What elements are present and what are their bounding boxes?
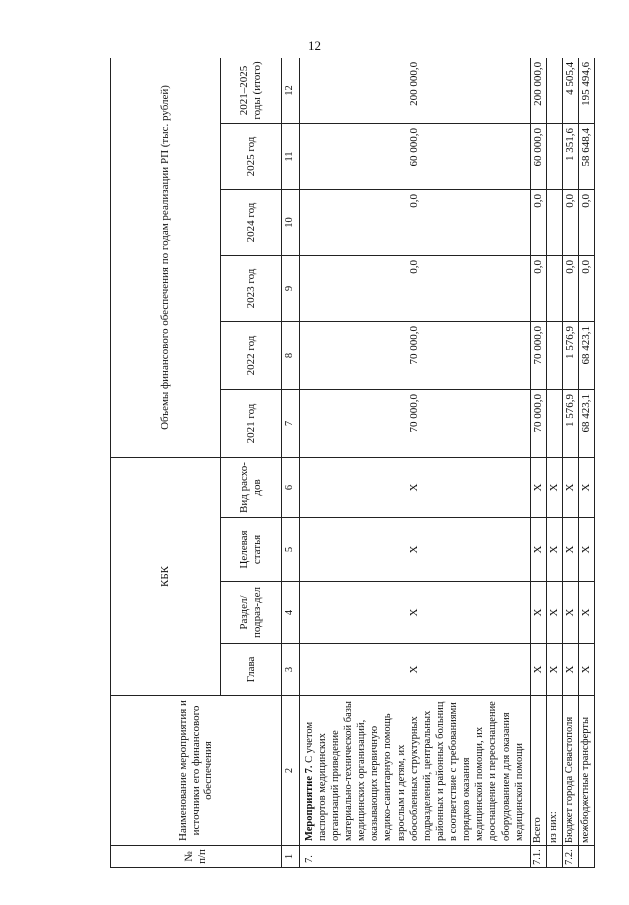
colnum: 9 bbox=[281, 256, 299, 322]
row-num bbox=[546, 846, 562, 868]
cell-2021: 68 423,1 bbox=[578, 390, 594, 458]
cell-razdel: X bbox=[530, 582, 546, 644]
cell-2022 bbox=[546, 322, 562, 390]
colnum: 2 bbox=[281, 696, 299, 846]
cell-glava: X bbox=[578, 644, 594, 696]
cell-2021 bbox=[546, 390, 562, 458]
financing-table bbox=[110, 58, 595, 868]
cell-2025 bbox=[546, 124, 562, 190]
table-row bbox=[546, 58, 562, 868]
cell-2024: 0,0 bbox=[562, 190, 578, 256]
cell-statya: X bbox=[546, 518, 562, 582]
header-2023: 2023 год bbox=[221, 256, 281, 322]
row-num bbox=[578, 846, 594, 868]
cell-2024 bbox=[546, 190, 562, 256]
header-volumes: Объемы финансового обеспечения по годам реализации РП (тыс. рублей) bbox=[111, 58, 221, 458]
cell-2023: 0,0 bbox=[562, 256, 578, 322]
cell-total: 200 000,0 bbox=[299, 58, 530, 124]
row-title: Бюджет города Севастополя bbox=[562, 696, 578, 846]
cell-statya: X bbox=[562, 518, 578, 582]
cell-total bbox=[546, 58, 562, 124]
header-statya: Целевая статья bbox=[221, 518, 281, 582]
table-viewport bbox=[110, 58, 595, 868]
cell-2024: 0,0 bbox=[578, 190, 594, 256]
column-number-row bbox=[281, 58, 299, 868]
cell-glava: X bbox=[530, 644, 546, 696]
cell-statya: X bbox=[578, 518, 594, 582]
cell-razdel: X bbox=[546, 582, 562, 644]
cell-2025: 60 000,0 bbox=[299, 124, 530, 190]
cell-2022: 68 423,1 bbox=[578, 322, 594, 390]
cell-2023: 0,0 bbox=[299, 256, 530, 322]
cell-2022: 70 000,0 bbox=[299, 322, 530, 390]
cell-2021: 70 000,0 bbox=[299, 390, 530, 458]
colnum: 11 bbox=[281, 124, 299, 190]
colnum: 12 bbox=[281, 58, 299, 124]
colnum: 10 bbox=[281, 190, 299, 256]
cell-razdel: X bbox=[562, 582, 578, 644]
cell-total: 195 494,6 bbox=[578, 58, 594, 124]
header-razdel: Раздел/ подраз-дел bbox=[221, 582, 281, 644]
colnum: 6 bbox=[281, 458, 299, 518]
colnum: 4 bbox=[281, 582, 299, 644]
cell-2022: 70 000,0 bbox=[530, 322, 546, 390]
row-title: Всего bbox=[530, 696, 546, 846]
header-vid: Вид расхо-дов bbox=[221, 458, 281, 518]
cell-total: 200 000,0 bbox=[530, 58, 546, 124]
table-row bbox=[562, 58, 578, 868]
cell-vid: X bbox=[578, 458, 594, 518]
header-2024: 2024 год bbox=[221, 190, 281, 256]
cell-2022: 1 576,9 bbox=[562, 322, 578, 390]
cell-2021: 1 576,9 bbox=[562, 390, 578, 458]
header-total: 2021–2025 годы (итого) bbox=[221, 58, 281, 124]
cell-2023: 0,0 bbox=[530, 256, 546, 322]
colnum: 7 bbox=[281, 390, 299, 458]
cell-glava: X bbox=[299, 644, 530, 696]
row-title bbox=[299, 696, 530, 846]
colnum: 3 bbox=[281, 644, 299, 696]
rotated-table-container bbox=[110, 58, 595, 868]
cell-razdel: X bbox=[578, 582, 594, 644]
header-name: Наименование мероприятия и источники его финансового обеспечения bbox=[111, 696, 282, 846]
row-title-text: С учетом паспортов медицинских организаций приведение материально-технической базы медицинских организаций, оказывающих первичную медико-санитарную помощь взрослым и детям, их обособленных структурных подразделений, центральных районных и районных больниц в соответствие с требованиями порядков оказания медицинской помощи, их дооснащение и переоснащение оборудованием для оказания медицинской помощи bbox=[303, 701, 525, 841]
cell-total: 4 505,4 bbox=[562, 58, 578, 124]
header-kbk: КБК bbox=[111, 458, 221, 696]
cell-vid: X bbox=[562, 458, 578, 518]
cell-2024: 0,0 bbox=[530, 190, 546, 256]
header-glava: Глава bbox=[221, 644, 281, 696]
table-row bbox=[530, 58, 546, 868]
cell-2025: 1 351,6 bbox=[562, 124, 578, 190]
cell-2021: 70 000,0 bbox=[530, 390, 546, 458]
cell-glava: X bbox=[546, 644, 562, 696]
row-num: 7. bbox=[299, 846, 530, 868]
header-2025: 2025 год bbox=[221, 124, 281, 190]
cell-2023: 0,0 bbox=[578, 256, 594, 322]
header-2022: 2022 год bbox=[221, 322, 281, 390]
cell-vid: X bbox=[546, 458, 562, 518]
cell-vid: X bbox=[530, 458, 546, 518]
colnum: 1 bbox=[281, 846, 299, 868]
table-row bbox=[578, 58, 594, 868]
cell-2024: 0,0 bbox=[299, 190, 530, 256]
header-num: № п/п bbox=[111, 846, 282, 868]
cell-razdel: X bbox=[299, 582, 530, 644]
cell-statya: X bbox=[299, 518, 530, 582]
row-title-bold: Мероприятие 7. bbox=[303, 765, 315, 841]
table-row bbox=[299, 58, 530, 868]
header-2021: 2021 год bbox=[221, 390, 281, 458]
row-num: 7.1. bbox=[530, 846, 546, 868]
page-number: 12 bbox=[308, 38, 321, 53]
colnum: 8 bbox=[281, 322, 299, 390]
colnum: 5 bbox=[281, 518, 299, 582]
cell-statya: X bbox=[530, 518, 546, 582]
row-title: межбюджетные трансферты bbox=[578, 696, 594, 846]
cell-2023 bbox=[546, 256, 562, 322]
cell-glava: X bbox=[562, 644, 578, 696]
cell-2025: 58 648,4 bbox=[578, 124, 594, 190]
row-title: из них: bbox=[546, 696, 562, 846]
cell-vid: X bbox=[299, 458, 530, 518]
row-num: 7.2. bbox=[562, 846, 578, 868]
cell-2025: 60 000,0 bbox=[530, 124, 546, 190]
